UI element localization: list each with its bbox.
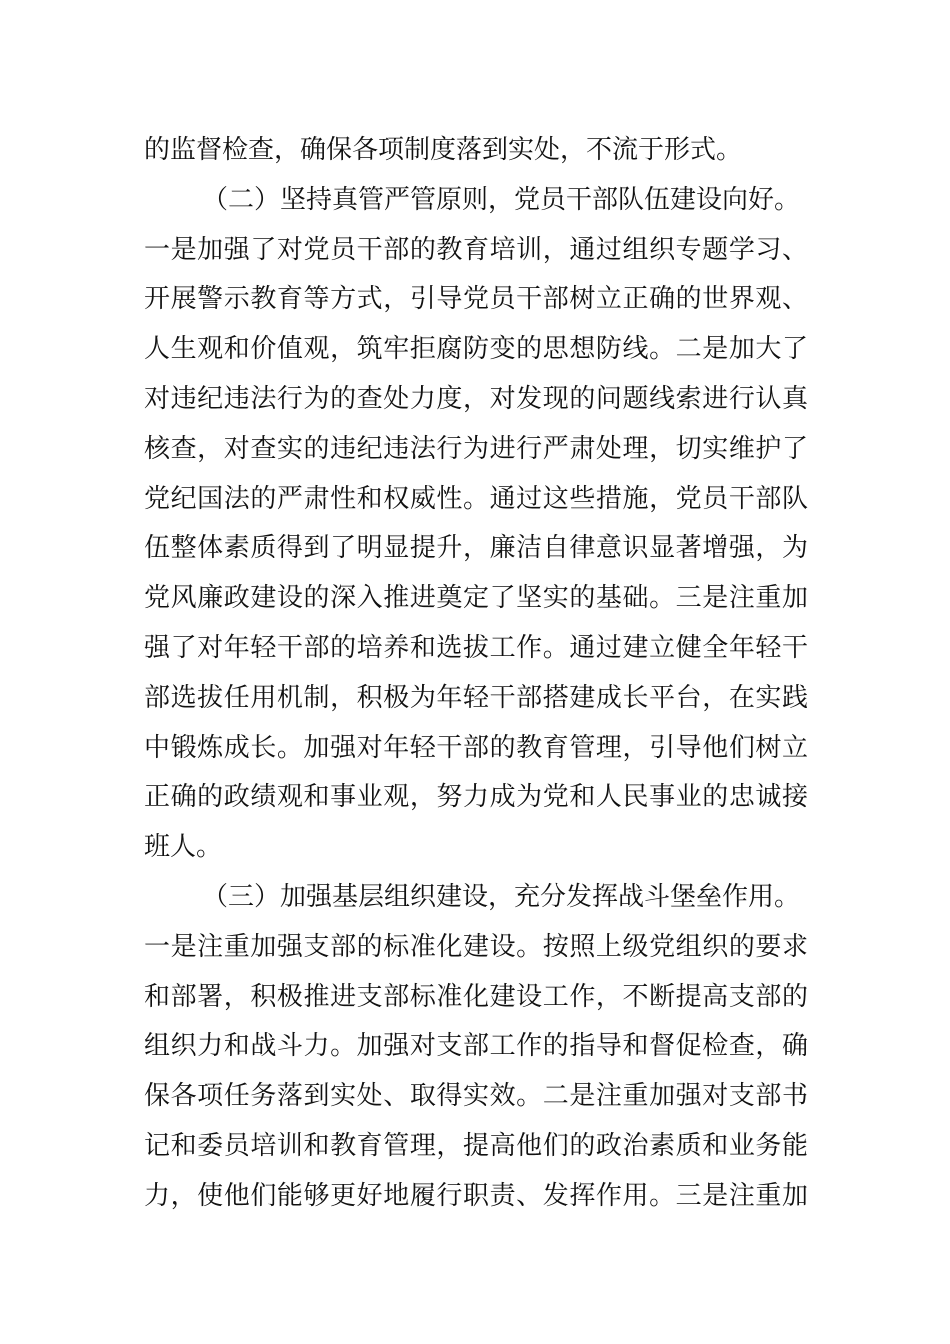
body-text [144,126,808,1222]
text-line: 正确的政绩观和事业观，努力成为党和人民事业的忠诚接 [144,782,808,813]
section-heading-2: （二）坚持真管严管原则，党员干部队伍建设向好。 [202,184,801,215]
text-line: 组织力和战斗力。加强对支部工作的指导和督促检查，确 [144,1031,808,1062]
text-line: 部选拔任用机制，积极为年轻干部搭建成长平台，在实践 [144,682,808,713]
text-line: 人生观和价值观，筑牢拒腐防变的思想防线。二是加大了 [144,334,808,365]
text-line: 对违纪违法行为的查处力度，对发现的问题线索进行认真 [144,383,808,414]
text-line: 记和委员培训和教育管理，提高他们的政治素质和业务能 [144,1130,808,1161]
text-line: 党风廉政建设的深入推进奠定了坚实的基础。三是注重加 [144,583,808,614]
text-line: 强了对年轻干部的培养和选拔工作。通过建立健全年轻干 [144,632,808,663]
text-line: 中锻炼成长。加强对年轻干部的教育管理，引导他们树立 [144,732,808,763]
text-line: 开展警示教育等方式，引导党员干部树立正确的世界观、 [144,284,808,315]
text-line: 力，使他们能够更好地履行职责、发挥作用。三是注重加 [144,1180,808,1211]
text-line: 一是加强了对党员干部的教育培训，通过组织专题学习、 [144,234,808,265]
text-line: 保各项任务落到实处、取得实效。二是注重加强对支部书 [144,1081,808,1112]
text-line: 班人。 [144,832,223,863]
text-line: 的监督检查，确保各项制度落到实处，不流于形式。 [144,135,743,165]
text-line: 一是注重加强支部的标准化建设。按照上级党组织的要求 [144,931,808,962]
section-heading-3: （三）加强基层组织建设，充分发挥战斗堡垒作用。 [202,881,801,912]
text-line: 核查，对查实的违纪违法行为进行严肃处理，切实维护了 [144,433,808,464]
text-line: 党纪国法的严肃性和权威性。通过这些措施，党员干部队 [144,483,808,514]
text-line: 和部署，积极推进支部标准化建设工作，不断提高支部的 [144,981,808,1012]
text-line: 伍整体素质得到了明显提升，廉洁自律意识显著增强，为 [144,533,808,564]
